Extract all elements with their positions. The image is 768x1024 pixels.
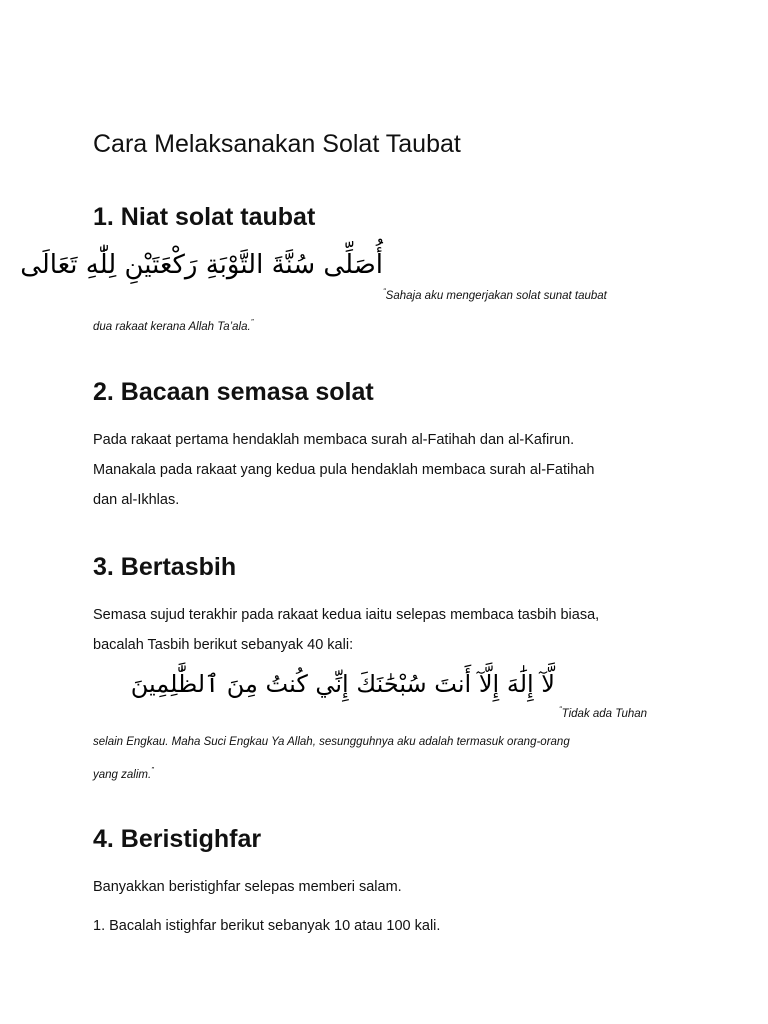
section-heading-beristighfar: 4. Beristighfar: [93, 825, 262, 853]
arabic-niat-text: أُصَلِّى سُنَّةَ التَّوْبَةِ رَكْعَتَيْنِ لِلّٰهِ تَعَالَى: [20, 250, 383, 280]
section-heading-niat: 1. Niat solat taubat: [93, 203, 316, 231]
beristighfar-line2: 1. Bacalah istighfar berikut sebanyak 10 atau 100 kali.: [93, 918, 441, 934]
tasbih-translation-line2: selain Engkau. Maha Suci Engkau Ya Allah, sesungguhnya aku adalah termasuk orang-orang: [93, 736, 570, 748]
niat-translation-line2: dua rakaat kerana Allah Ta’ala.”: [93, 318, 254, 333]
bacaan-line3: dan al-Ikhlas.: [93, 492, 180, 508]
bacaan-line1: Pada rakaat pertama hendaklah membaca surah al-Fatihah dan al-Kafirun.: [93, 432, 575, 448]
section-heading-bacaan: 2. Bacaan semasa solat: [93, 378, 374, 406]
page-title: Cara Melaksanakan Solat Taubat: [93, 130, 461, 158]
section-heading-bertasbih: 3. Bertasbih: [93, 553, 237, 581]
tasbih-translation-line1: “Tidak ada Tuhan: [559, 705, 648, 720]
beristighfar-line1: Banyakkan beristighfar selepas memberi salam.: [93, 879, 402, 895]
bertasbih-line2: bacalah Tasbih berikut sebanyak 40 kali:: [93, 637, 354, 653]
niat-translation-line1: “Sahaja aku mengerjakan solat sunat taubat: [383, 287, 607, 302]
bertasbih-line1: Semasa sujud terakhir pada rakaat kedua iaitu selepas membaca tasbih biasa,: [93, 607, 600, 623]
arabic-tasbih-text: لَّآ إِلَٰهَ إِلَّآ أَنتَ سُبْحَٰنَكَ إِنِّي كُنتُ مِنَ ٱلظَّٰلِمِينَ: [130, 670, 555, 698]
bacaan-line2: Manakala pada rakaat yang kedua pula hendaklah membaca surah al-Fatihah: [93, 462, 595, 478]
tasbih-translation-line3: yang zalim.”: [93, 766, 154, 781]
